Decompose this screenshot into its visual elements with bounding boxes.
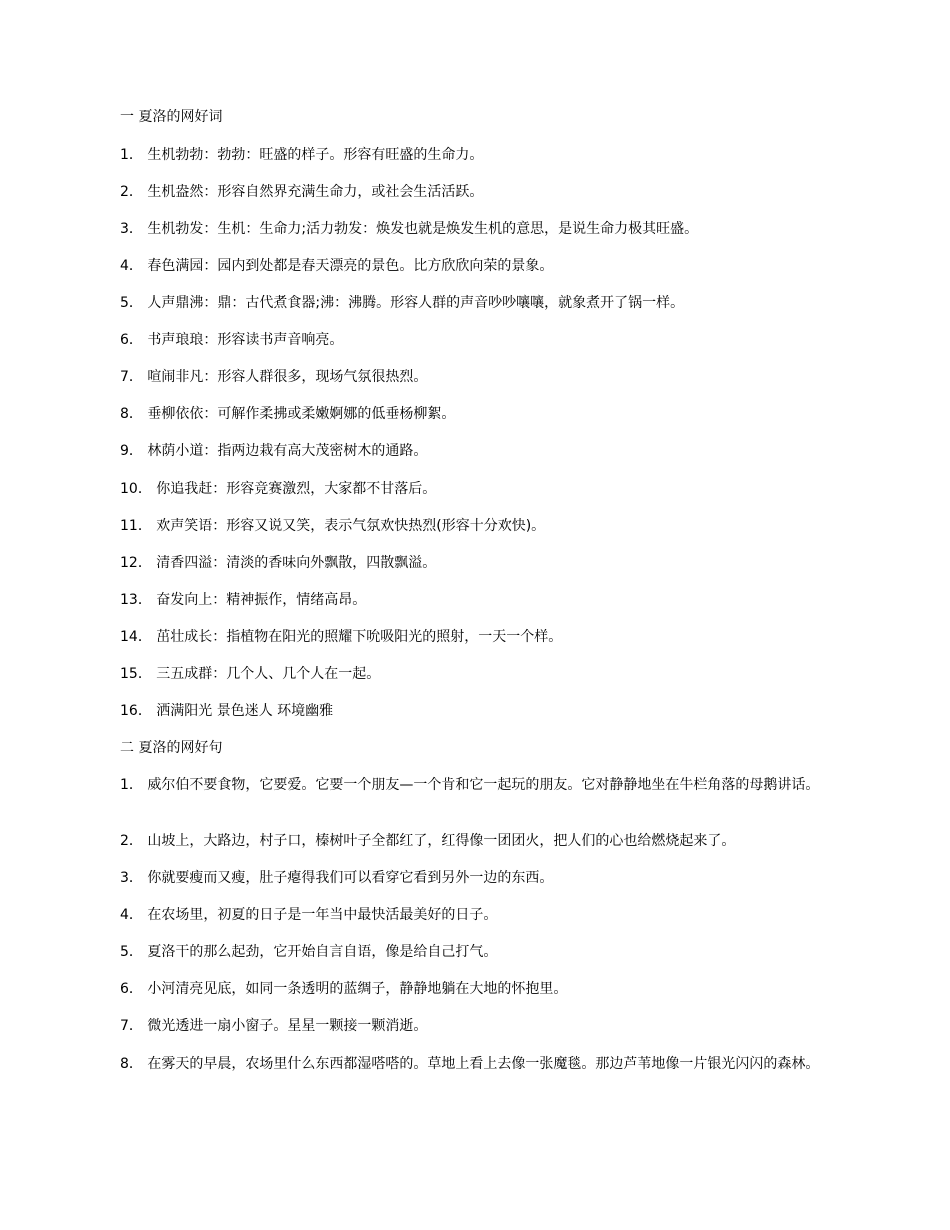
sentence-item: 2． 山坡上，大路边，村子口，榛树叶子全都红了，红得像一团团火，把人们的心也给燃烧起来了。: [120, 833, 736, 849]
word-item: 14． 茁壮成长：指植物在阳光的照耀下吮吸阳光的照射，一天一个样。: [120, 629, 563, 645]
word-item: 12． 清香四溢：清淡的香味向外飘散，四散飘溢。: [120, 555, 437, 571]
word-item: 7． 喧闹非凡：形容人群很多，现场气氛很热烈。: [120, 369, 428, 385]
sentence-item: 3． 你就要瘦而又瘦，肚子瘪得我们可以看穿它看到另外一边的东西。: [120, 870, 554, 886]
word-item: 3． 生机勃发：生机：生命力;活力勃发：焕发也就是焕发生机的意思，是说生命力极其旺盛。: [120, 221, 699, 237]
word-item: 5． 人声鼎沸：鼎：古代煮食器;沸：沸腾。形容人群的声音吵吵嚷嚷，就象煮开了锅一样。: [120, 295, 685, 311]
sentence-item: 6． 小河清亮见底，如同一条透明的蓝绸子，静静地躺在大地的怀抱里。: [120, 981, 568, 997]
sentence-item: 4． 在农场里，初夏的日子是一年当中最快活最美好的日子。: [120, 907, 498, 923]
word-item: 13． 奋发向上：精神振作，情绪高昂。: [120, 592, 367, 608]
word-item: 15． 三五成群：几个人、几个人在一起。: [120, 666, 381, 682]
section-heading-words: 一 夏洛的网好词: [120, 109, 223, 125]
word-item: 4． 春色满园：园内到处都是春天漂亮的景色。比方欣欣向荣的景象。: [120, 258, 554, 274]
word-item: 8． 垂柳依依：可解作柔拂或柔嫩婀娜的低垂杨柳絮。: [120, 406, 456, 422]
sentence-item: 8． 在雾天的早晨，农场里什么东西都湿嗒嗒的。草地上看上去像一张魔毯。那边芦苇地像一片银光闪闪的森林。: [120, 1056, 820, 1072]
word-item: 2． 生机盎然：形容自然界充满生命力，或社会生活活跃。: [120, 184, 484, 200]
sentence-item: 1． 威尔伯不要食物，它要爱。它要一个朋友—一个肯和它一起玩的朋友。它对静静地坐在牛栏角落的母鹅讲话。: [120, 777, 820, 793]
word-item: 11． 欢声笑语：形容又说又笑，表示气氛欢快热烈(形容十分欢快)。: [120, 518, 546, 534]
word-item: 1． 生机勃勃：勃勃：旺盛的样子。形容有旺盛的生命力。: [120, 147, 484, 163]
word-item: 16． 洒满阳光 景色迷人 环境幽雅: [120, 703, 334, 719]
sentence-item: 5． 夏洛干的那么起劲，它开始自言自语，像是给自己打气。: [120, 944, 498, 960]
section-heading-sentences: 二 夏洛的网好句: [120, 740, 223, 756]
word-item: 6． 书声琅琅：形容读书声音响亮。: [120, 332, 344, 348]
sentence-item: 7． 微光透进一扇小窗子。星星一颗接一颗消逝。: [120, 1018, 428, 1034]
word-item: 10． 你追我赶：形容竞赛激烈，大家都不甘落后。: [120, 481, 437, 497]
word-item: 9． 林荫小道：指两边栽有高大茂密树木的通路。: [120, 443, 428, 459]
